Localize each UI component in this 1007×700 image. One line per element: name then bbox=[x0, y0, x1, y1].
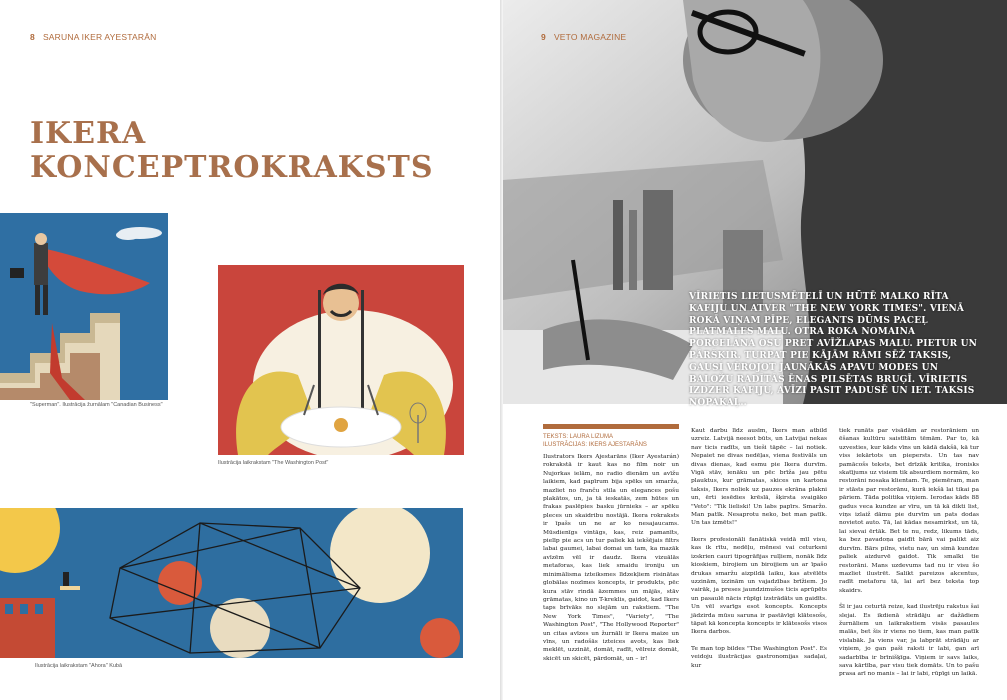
washington-post-illustration bbox=[218, 265, 464, 455]
right-page-number: 9 bbox=[541, 32, 546, 42]
column-3-paragraph-1: tiek runāts par visādām ar restorāniem un ēšanas kultūru saistītām tēmām. Par to, kā uzvesties, kur kāds vīns un kādā dakšā, kā tur viss iekārtots un piepersts. Un tas nav pamācošs teksts, bet drīzāk kritika, ironisks skatījums uz visiem tik absurdiem normām, ko restorāni nosaka klientam. Te, piemēram, man ir stāsts par restorānu, kurā iekšā lai tikai pa pāriem. Tāda politika viņiem. Ierodas kāds 88 gadus veca kundze ar vīru, un tā kā dikti list, viņs izlaiž dāmu pie durvīm un pats dodas novietot auto. Tā, lai kādas nesamirkst, un tā, lai sievai ērtāk. Bet te nu, redz, likums tāds, ka bez pavadoņa gaidīt bārā vai palikt aiz durvīm. Bārs pilns, vietu nav, un simā kundze paliek aizdurvē gaidot. Tik smalki tie restorāni. Mans uzdevums tad nu ir visu šo mazliet ilustrēt. Salikt pareizos akcentus, radīt metaforu tā, lai arī bez teksta top skaidrs. bbox=[839, 428, 979, 594]
left-page-number: 8 bbox=[30, 32, 35, 42]
photo-overlay-text: VĪRIETIS LIETUSMĒTELĪ UN HŪTĒ MALKO RĪTA KAFIJU UN ATVER "THE NEW YORK TIMES". VIENĀ ROKĀ VIŅAM PĪPE, ELEGANTS DŪMS PACEĻ PLATMALES MALU. OTRA ROKA NOMAINA PORCELĀNA OSU PRET AVĪŽLAPAS MALU. PIETUR UN PĀRŠĶIR. TURPAT PIE KĀJĀM RĀMI SĒŽ TAKSIS, GAUSI VĒROJOT JAUNĀKĀS APAVU MODES UN BALOŽU RADĪTĀS ĒNAS PILSĒTAS BRUĢĪ. VĪRIETIS IZDZER KAFIJU, AVĪZI PASIT PADUSĒ UN IET. TAKSIS NOPAKAĻ.. bbox=[689, 292, 978, 409]
article-column-2 bbox=[691, 427, 827, 678]
superman-caption: "Superman". Ilustrācija žurnālam "Canadian Business" bbox=[30, 402, 163, 408]
article-column-3 bbox=[839, 427, 979, 687]
illustration-credit: ILUSTRĀCIJAS: IKERS AJESTARĀNS bbox=[543, 442, 647, 448]
right-page bbox=[503, 0, 1007, 700]
superman-artwork bbox=[0, 213, 168, 400]
article-column-1 bbox=[543, 453, 679, 671]
accent-rule bbox=[543, 424, 679, 429]
superman-illustration bbox=[0, 213, 168, 400]
column-2-paragraph-1: Kaut darbu līdz ausīm, Ikers man atbild uzreiz. Latvijā neesot būts, un Latvijai nekas nav ticis radīts, un tieši tāpēc – lai notiek. Nepaiet ne divas nedēļas, viena festivāls un divas dienas, kad esmu pie Ikera durvīm. Vigā stāv, ienāku un pēc brīža jau pētu plauktus, kur grāmatas, skices un kartona taksis, Ikers noliek uz pauzes ekrāna plakni un, ērti iesēdies krēslā, šķirsta svaigāko "Veto": "Tik lieliski! Un labs papīrs. Smaržo. Man patīk. Nesaprotu neko, bet man patīk. Un tas izmēts!" bbox=[691, 428, 827, 527]
credits bbox=[543, 433, 647, 449]
column-2-paragraph-3: Te man top bildes "The Washington Post". Es veidoju ilustrācijas gastronomijas sadaļai, kur bbox=[691, 645, 827, 669]
washington-post-caption: Ilustrācija laikrakstam "The Washington Post" bbox=[218, 460, 329, 466]
column-2-paragraph-2: Ikers profesionāli fanātiskā veidā mīl visu, kas ik rītu, nedēļu, mēnesi vai ceturksni izskrien cauri tipogrāfijas rulļiem, nonāk līdz kioskiem, birojiem un biroijiem un ar īpašo drukas smaržu aizpildā laiku, kas atvēlēts uzzinām, izzinām un vajadzības brīžiem. Jo vairāk, ja preses jaundzimušos ticis aprūpēts un pasaulē nācis rūpīgi izstrādāts un gaidīts. Un vēl svarīgs esot koncepts. Koncepts jādzirda mūsu saruna ir pastāvīgi klātesošs, tāpat kā koncepta koncepts ir klātesošs visos Ikera darbos. bbox=[691, 536, 827, 636]
ahora-caption: Ilustrācija laikrakstam "Ahora" Kubā bbox=[35, 663, 123, 669]
left-page bbox=[0, 0, 500, 700]
right-page-header bbox=[541, 32, 626, 42]
column-1-paragraph-1: Ilustrators Ikers Ajestarāns (Iker Ayestarán) rokrakstā ir kaut kas no film noir un Nujorkas ielām, no radio dienām un avīžu laikiem, kad papīrum bija spēks un smarža, mazliet no franču stila un elegances pošu plakātos, un, ja tā ieskatās, zem hūtes un frakas paslēpies basku jūrnieks – ar spēku pleces un skaidribu nostājā. Ikera rokraksts ir īpašs un ne ar ko nesajaucams. Mūsdienīgs vintāgs, kas, reiz pamanīts, pielīp pie acs un tur paliek kā iekšējais filtrs labai gaumei, labai domai un tam, ka mazāk avīzēm vēl ir daudz. Ikera vizuālās metaforas, kas liek smaidu ironiju un minimālisma izteiksmes līdzekļiem risinātas globālas nozīmes koncepts, ir produkts, pēc kura stāv rindā āzemmes un mājās, stāv grāmatas, kino un T-kreklis, gaidot, kad Ikers taps brīvāks no slejām un rakstiem. "The New York Times", "Variety", "The Washington Post", "The Hollywood Reporter" un citas avīzes un žurnāli ir Ikera maize un vīns, un radošās izteices avots, kas liek meklēt, uzzināt, domāt, radīt, vēlreiz domāt, skicēt un skicēt, pārdomāt, un – ir! bbox=[543, 454, 679, 662]
article-title: IKERA KONCEPTROKRAKSTS bbox=[30, 116, 434, 185]
diner-artwork bbox=[218, 265, 464, 455]
ahora-illustration bbox=[0, 508, 463, 658]
right-page-header-text: VETO MAGAZINE bbox=[553, 32, 627, 42]
text-credit: TEKSTS: LAURA LIZUMA bbox=[543, 434, 614, 440]
left-page-header-text: SARUNA IKER AYESTARĀN bbox=[42, 32, 157, 42]
ahora-artwork bbox=[0, 508, 463, 658]
column-3-paragraph-2: Šī ir jau ceturtā reize, kad ilustrēju rakstus šai slejai. Es ikdienā strādāju ar dažādiem žurnāliem un laikrakstiem visās pasaules malās, bet šis ir viens no tiem, kas man patīk vislabāk. Ja viens var, ja labprāt strādāju ar viņiem, jo gan paši raksti ir labi, gan arī sadarbība ir brīnišķīga. Viņiem ir savs laiks, sava kārtība, par visu tiek domāts. Un to pašu prasa arī no manis – lai ir labi, rūpīgi un laikā. bbox=[839, 604, 979, 678]
left-page-header bbox=[30, 32, 156, 42]
